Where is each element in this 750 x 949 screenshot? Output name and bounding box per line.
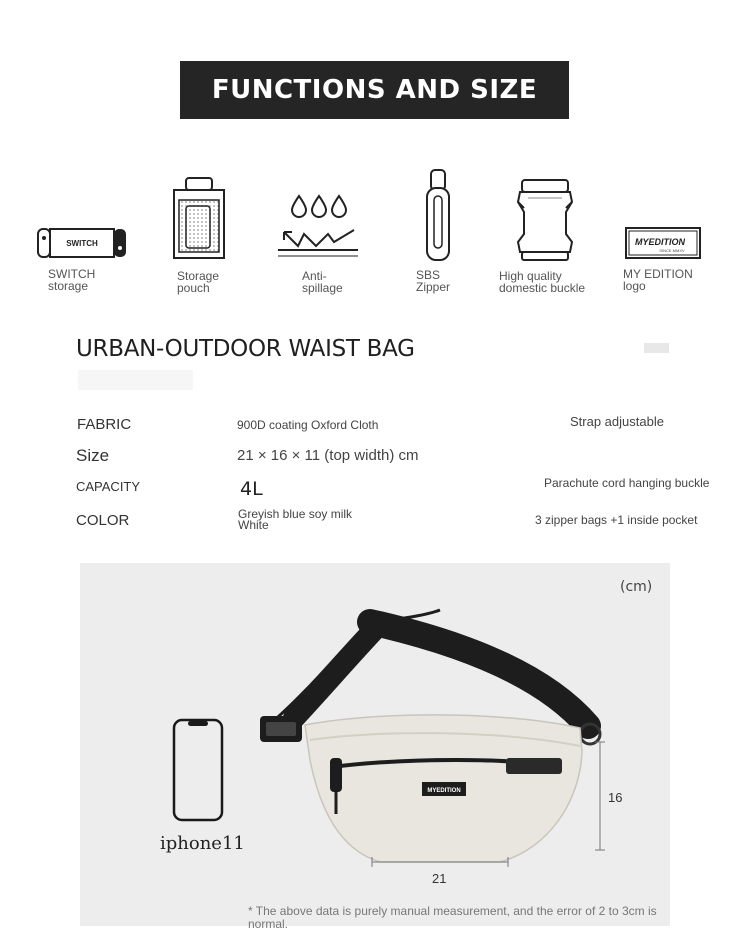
logo-tag-icon [624, 226, 702, 260]
feature-label: Anti- spillage [302, 269, 343, 295]
strap-adjuster [362, 618, 380, 640]
switch-icon-text: SWITCH [66, 239, 98, 248]
feature-buckle [498, 178, 598, 296]
feature-logo [622, 226, 722, 296]
note-pockets: 3 zipper bags +1 inside pocket [535, 513, 698, 527]
switch-console-icon [36, 226, 128, 262]
measurement-disclaimer: * The above data is purely manual measurement, and the error of 2 to 3cm is normal. [248, 904, 657, 931]
banner-title: FUNCTIONS AND SIZE [211, 75, 538, 105]
feature-label: High quality domestic buckle [499, 269, 586, 295]
feature-label: Storage pouch [177, 269, 220, 295]
feature-label: SWITCH storage [48, 267, 96, 293]
feature-label: SBS Zipper [416, 268, 451, 294]
section-banner [180, 61, 569, 119]
spec-color-value-2: White [238, 518, 269, 532]
note-cord: Parachute cord hanging buckle [544, 476, 710, 490]
water-drops-icon [276, 194, 362, 260]
unit-label: (cm) [620, 579, 653, 595]
width-dimension: 21 [432, 871, 447, 886]
spec-size-key: Size [76, 446, 110, 465]
phone-label: iphone11 [160, 833, 245, 854]
spec-fabric-value: 900D coating Oxford Cloth [237, 418, 379, 432]
decorative-mark [644, 343, 669, 353]
spec-fabric-key: FABRIC [77, 416, 132, 433]
storage-pouch-icon [172, 176, 228, 262]
height-dimension: 16 [608, 790, 623, 805]
tag-icon-subtext: SINCE MMXV [659, 248, 685, 253]
zipper-pull-icon [424, 168, 452, 262]
note-strap: Strap adjustable [570, 414, 664, 429]
spec-color-value-1: Greyish blue soy milk [238, 507, 353, 521]
feature-switch [36, 226, 136, 296]
waist-bag-illustration [250, 600, 623, 880]
bag-logo-text: MYEDITION [427, 788, 461, 794]
spec-capacity-key: CAPACITY [76, 479, 141, 494]
feature-anti-spillage [276, 194, 366, 296]
feature-label: MY EDITION logo [623, 267, 693, 293]
feature-zipper [414, 168, 474, 296]
spec-color-key: COLOR [76, 512, 130, 529]
product-title: URBAN-OUTDOOR WAIST BAG [76, 336, 415, 362]
tag-icon-text: MYEDITION [634, 237, 686, 247]
spec-size-value: 21 × 16 × 11 (top width) cm [237, 447, 419, 464]
width-dimension-line [370, 856, 510, 868]
decorative-ghost [78, 370, 193, 390]
height-dimension-line [594, 740, 606, 852]
feature-storage [172, 176, 252, 296]
phone-illustration [172, 718, 224, 822]
buckle-icon [516, 178, 576, 262]
spec-capacity-value: 4L [240, 478, 263, 500]
